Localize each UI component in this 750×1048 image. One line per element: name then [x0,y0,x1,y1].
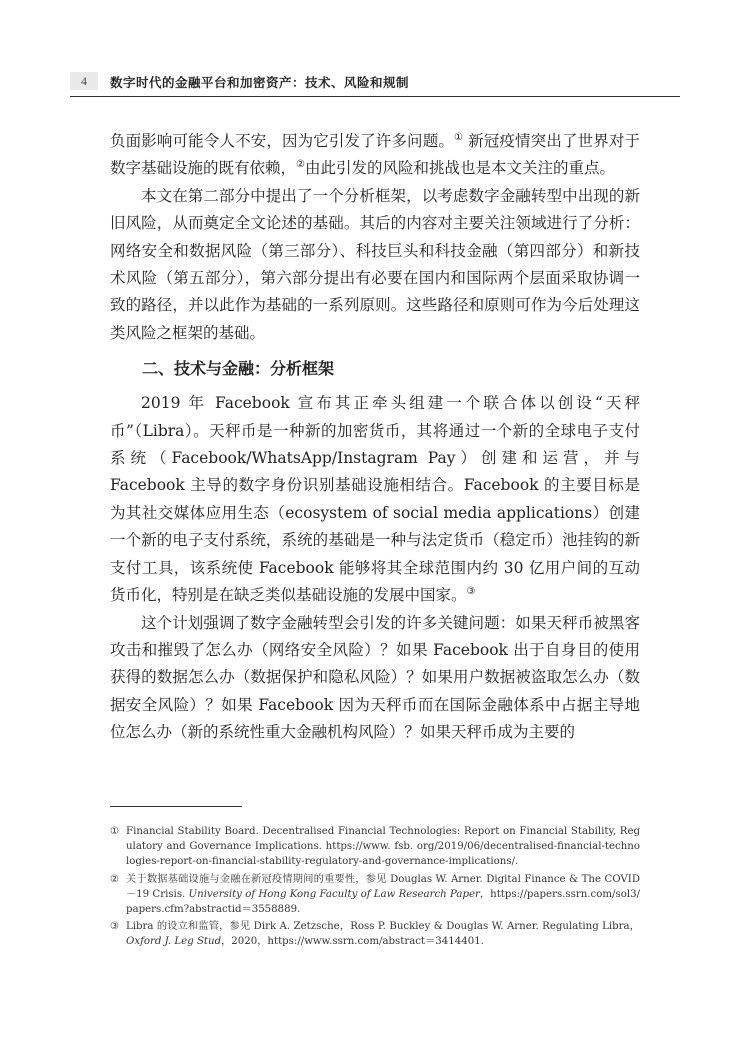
footnotes [110,824,640,952]
footnote-mark: ③ [110,921,120,933]
footnote-text: Financial Stability Board. Decentralised Financial Technologies: Report on Financial Stability, Regulatory and Governance Implications. https://www. fsb. org/2019/06/decentralised-financial-technologies-report-on-financial-stability-regulatory-and-governance-implications/. [126,826,640,868]
footnote-journal: University of Hong Kong Faculty of Law Research Paper [188,888,480,900]
footnote-text-post: ，2020，https://www.ssrn.com/abstract＝3414401. [221,936,484,948]
paragraph-3-text: 2019 年 Facebook 宣布其正牵头组建一个联合体以创设“天秤币”（Libra）。天秤币是一种新的加密货币，其将通过一个新的全球电子支付系统（Facebook/WhatsApp/Instagram Pay）创建和运营，并与 Facebook 主导的数字身份识别基础设施相结合。Facebook 的主要目标是为其社交媒体应用生态（ecosystem of social media applications）创建一个新的电子支付系统，系统的基础是一种与法定货币（稳定币）池挂钩的新支付工具，该系统使 Facebook 能够将其全球范围内约 30 亿用户间的互动货币化，特别是在缺乏类似基础设施的发展中国家。 [110,394,640,605]
footnote-text-pre: 关于数据基础设施与金融在新冠疫情期间的重要性，参见 Douglas W. Arner. Digital Finance & The COVID－19 Crisis. [126,873,640,900]
paragraph-4: 这个计划强调了数字金融转型会引发的许多关键问题：如果天秤币被黑客攻击和摧毁了怎么办（网络安全风险）？如果 Facebook 出于自身目的使用获得的数据怎么办（数据保护和隐私风险）？如果用户数据被盗取怎么办（数据安全风险）？如果 Facebook 因为天秤币而在国际金融体系中占据主导地位怎么办（新的系统性重大金融机构风险）？如果天秤币成为主要的 [110,613,640,742]
paragraph-3 [110,390,640,609]
footnote-text [126,872,640,918]
running-header [70,68,680,97]
paragraph-1 [110,128,640,183]
footnote-1 [110,824,640,870]
paragraph-1-text-b: 新冠疫情突出了世界对于数字基础设施的既有依赖， [110,132,640,178]
footnote-ref-3[interactable]: ③ [466,585,476,597]
footnote-ref-1[interactable]: ① [453,131,464,143]
section-heading: 二、技术与金融：分析框架 [142,359,335,379]
footnote-mark: ① [110,826,120,837]
footnote-3 [110,919,640,949]
body-text [110,128,640,747]
footnote-2 [110,872,640,918]
paragraph-2: 本文在第二部分中提出了一个分析框架，以考虑数字金融转型中出现的新旧风险，从而奠定全文论述的基础。其后的内容对主要关注领域进行了分析：网络安全和数据风险（第三部分）、科技巨头和科技金融（第四部分）和新技术风险（第五部分），第六部分提出有必要在国内和国际两个层面采取协调一致的路径，并以此作为基础的一系列原则。这些路径和原则可作为今后处理这类风险之框架的基础。 [110,186,640,342]
footnote-text-pre: Libra 的设立和监管，参见 Dirk A. Zetzsche，Ross P. Buckley & Douglas W. Arner. Regulating Libra， [126,921,640,933]
footnote-divider [110,806,242,807]
footnote-mark: ② [110,873,120,885]
page-number: 4 [70,72,98,90]
footnote-journal: Oxford J. Leg Stud [126,936,222,948]
running-header-title: 数字时代的金融平台和加密资产：技术、风险和规制 [110,75,410,90]
footnote-ref-2[interactable]: ② [296,159,305,171]
paragraph-1-text-c: 由此引发的风险和挑战也是本文关注的重点。 [304,159,615,178]
footnote-text-post: ，https://papers.ssrn.com/sol3/papers.cfm?abstractid＝3558889. [126,888,640,916]
footnote-text [126,919,640,949]
paragraph-1-text-a: 负面影响可能令人不安，因为它引发了许多问题。 [110,132,454,150]
